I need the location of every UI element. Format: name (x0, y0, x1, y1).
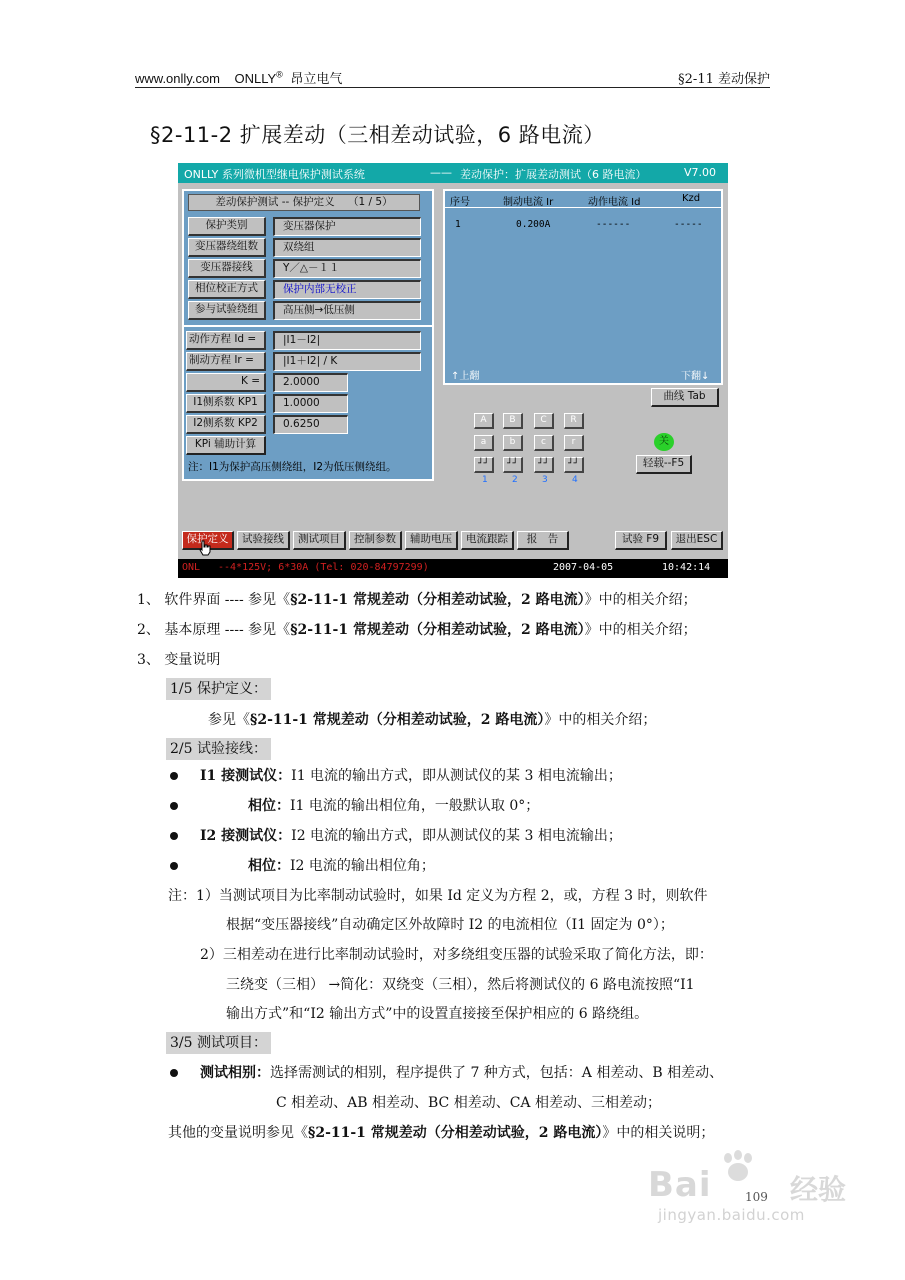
coef-value-kp1[interactable]: 1.0000 (273, 394, 348, 413)
item-1 (137, 591, 697, 609)
item-2-prefix: 2、 基本原理 ---- 参见《 (137, 622, 291, 638)
page-indicator: （1 / 5） (348, 196, 393, 208)
item-1-suffix: 》中的相关介绍； (584, 592, 697, 608)
item-1-prefix: 1、 软件界面 ---- 参见《 (137, 592, 291, 608)
status-date: 2007-04-05 (553, 562, 614, 573)
app-titlebar (178, 163, 728, 183)
item-2 (137, 621, 697, 639)
table-cell-ir: 0.200A (516, 219, 551, 230)
paw-icon (718, 1150, 758, 1184)
channel-r-lower-button[interactable]: r (564, 435, 584, 451)
param-value-protection-type[interactable]: 变压器保护 (273, 217, 421, 236)
bullet-5-continuation: C 相差动、AB 相差动、BC 相差动、CA 相差动、三相差动； (276, 1095, 661, 1111)
equation-value-id[interactable]: |I1－I2| (273, 331, 421, 350)
closing-ref: §2-11-1 常规差动（分相差动试验，2 路电流） (308, 1125, 603, 1141)
bullet-2 (170, 802, 178, 810)
channel-number-2: 2 (512, 475, 518, 485)
param-label-protection-type: 保护类别 (188, 217, 266, 236)
param-label-winding-count: 变压器绕组数 (188, 238, 266, 257)
sub1-ref: §2-11-1 常规差动（分相差动试验，2 路电流） (250, 712, 545, 728)
panel-caption-text: 差动保护测试 -- 保护定义 (215, 196, 335, 208)
header-company: 昂立电气 (290, 72, 343, 87)
section-title: §2-11-2 扩展差动（三相差动试验，6 路电流） (150, 123, 605, 147)
test-f9-button[interactable]: 试验 F9 (615, 531, 667, 550)
item-3: 3、 变量说明 (137, 652, 221, 668)
panel-caption (188, 194, 420, 211)
bullet-2-text (248, 797, 539, 815)
header-reg: ® (276, 69, 283, 80)
closing-line (168, 1124, 714, 1142)
item-2-suffix: 》中的相关介绍； (584, 622, 697, 638)
closing-prefix: 其他的变量说明参见《 (168, 1125, 308, 1141)
bullet-1 (170, 772, 178, 780)
app-title-left: ONLLY 系列微机型继电保护测试系统 (184, 168, 365, 181)
output-toggle-indicator[interactable]: 关 (654, 433, 674, 451)
header-left (135, 68, 342, 87)
coef-value-kp2[interactable]: 0.6250 (273, 415, 348, 434)
header-brand: ONLLY (234, 71, 277, 86)
sub1-prefix: 参见《 (208, 712, 250, 728)
bullet-4-desc: I2 电流的输出相位角； (290, 858, 435, 874)
status-left: ONL (182, 562, 201, 573)
item-2-ref: §2-11-1 常规差动（分相差动试验，2 路电流） (290, 622, 585, 638)
app-title-mid: 差动保护：扩展差动测试（6 路电流） (460, 168, 647, 181)
bullet-1-term: I1 接测试仪： (200, 768, 292, 784)
exit-esc-button[interactable]: 退出ESC (671, 531, 723, 550)
header-site: www.onlly.com (135, 71, 221, 86)
channel-a-button[interactable]: A (474, 413, 494, 429)
channel-r-button[interactable]: R (564, 413, 584, 429)
bullet-4-text (248, 857, 435, 875)
definition-note: 注：I1为保护高压侧绕组，I2为低压侧绕组。 (188, 461, 397, 473)
item-1-ref: §2-11-1 常规差动（分相差动试验，2 路电流） (290, 592, 585, 608)
coef-label-kp2: I2侧系数 KP2 (186, 415, 266, 434)
param-label-test-windings: 参与试验绕组 (188, 301, 266, 320)
panel-divider (184, 325, 432, 327)
tab-protection-definition[interactable]: 保护定义 (182, 531, 234, 550)
channel-number-1: 1 (482, 475, 488, 485)
tab-current-tracking[interactable]: 电流跟踪 (461, 531, 514, 550)
tab-test-wiring[interactable]: 试验接线 (237, 531, 290, 550)
channel-a-lower-button[interactable]: a (474, 435, 494, 451)
watermark-brand-2: 经验 (790, 1173, 847, 1206)
note-2-line-1: 2）三相差动在进行比率制动试验时，对多绕组变压器的试验采取了简化方法，即： (200, 947, 713, 963)
equation-value-ir[interactable]: |I1＋I2| / K (273, 352, 421, 371)
watermark-url: jingyan.baidu.com (658, 1206, 805, 1224)
bullet-3-term: I2 接测试仪： (200, 828, 292, 844)
bullet-3-desc: I2 电流的输出方式，即从测试仪的某 3 相电流输出； (291, 828, 622, 844)
closing-suffix: 》中的相关说明； (602, 1125, 715, 1141)
channel-c-lower-button[interactable]: c (534, 435, 554, 451)
light-load-f5-button[interactable]: 轻载--F5 (636, 455, 692, 474)
tab-aux-voltage[interactable]: 辅助电压 (405, 531, 458, 550)
table-header-id: 动作电流 Id (588, 197, 641, 208)
channel-2-toggle-button[interactable]: ┘┘ (503, 457, 523, 473)
param-value-connection[interactable]: Y／△－１１ (273, 259, 421, 278)
param-value-winding-count[interactable]: 双绕组 (273, 238, 421, 257)
table-header-index: 序号 (450, 197, 470, 208)
status-bar (178, 559, 728, 578)
page-up-link[interactable]: ↑上翻 (451, 371, 480, 382)
bullet-2-desc: I1 电流的输出相位角，一般默认取 0°； (290, 798, 540, 814)
param-label-phase-correction: 相位校正方式 (188, 280, 266, 299)
channel-number-4: 4 (572, 475, 578, 485)
table-cell-index: 1 (455, 219, 461, 230)
bullet-5 (170, 1069, 178, 1077)
bullet-5-text (200, 1064, 723, 1082)
bullet-4 (170, 862, 178, 870)
hand-cursor-icon (198, 540, 212, 556)
note-1-line-1: 注：1）当测试项目为比率制动试验时，如果 Id 定义为方程 2，或，方程 3 时，则软件 (168, 888, 708, 904)
table-header-ir: 制动电流 Ir (503, 197, 554, 208)
page-down-link[interactable]: 下翻↓ (681, 371, 710, 382)
channel-b-lower-button[interactable]: b (503, 435, 523, 451)
coef-label-k: K = (186, 373, 266, 392)
channel-3-toggle-button[interactable]: ┘┘ (534, 457, 554, 473)
app-title-dash: —— (430, 166, 452, 179)
curve-tab-button[interactable]: 曲线 Tab (651, 388, 719, 407)
channel-number-3: 3 (542, 475, 548, 485)
bullet-4-term: 相位： (248, 858, 290, 874)
note-2-line-3: 输出方式”和“I2 输出方式”中的设置直接接至保护相应的 6 路绕组。 (226, 1006, 649, 1022)
param-value-phase-correction[interactable]: 保护内部无校正 (273, 280, 421, 299)
tab-control-params[interactable]: 控制参数 (349, 531, 402, 550)
channel-1-toggle-button[interactable]: ┘┘ (474, 457, 494, 473)
equation-label-id: 动作方程 Id = (186, 331, 266, 350)
subsection-1-title: 1/5 保护定义： (166, 678, 271, 700)
channel-b-button[interactable]: B (503, 413, 523, 429)
table-header-kzd: Kzd (682, 193, 701, 204)
tab-test-items[interactable]: 测试项目 (293, 531, 346, 550)
subsection-3-title: 3/5 测试项目： (166, 1032, 271, 1054)
bullet-1-text (200, 767, 622, 785)
equation-label-ir: 制动方程 Ir = (186, 352, 266, 371)
table-cell-id: ------ (596, 219, 631, 230)
table-cell-kzd: ----- (674, 219, 703, 230)
bullet-3 (170, 832, 178, 840)
status-spec: --4*125V; 6*30A (Tel: 020-84797299) (218, 562, 429, 573)
header-section: §2-11 差动保护 (678, 72, 770, 87)
param-value-test-windings[interactable]: 高压侧→低压侧 (273, 301, 421, 320)
status-time: 10:42:14 (662, 562, 711, 573)
tab-report[interactable]: 报 告 (517, 531, 569, 550)
note-1-line-2: 根据“变压器接线”自动确定区外故障时 I2 的电流相位（I1 固定为 0°）； (226, 917, 674, 933)
page-number: 109 (745, 1190, 768, 1204)
coef-label-kp1: I1侧系数 KP1 (186, 394, 266, 413)
sub1-suffix: 》中的相关介绍； (544, 712, 657, 728)
note-2-line-2: 三绕变（三相） →简化：双绕变（三相），然后将测试仪的 6 路电流按照“I1 (226, 977, 695, 993)
channel-c-button[interactable]: C (534, 413, 554, 429)
channel-4-toggle-button[interactable]: ┘┘ (564, 457, 584, 473)
bullet-3-text (200, 827, 622, 845)
param-label-connection: 变压器接线 (188, 259, 266, 278)
kpi-aux-calc-button[interactable]: KPi 辅助计算 (186, 436, 266, 455)
bullet-2-term: 相位： (248, 798, 290, 814)
app-screenshot (178, 163, 728, 578)
bullet-1-desc: I1 电流的输出方式，即从测试仪的某 3 相电流输出； (291, 768, 622, 784)
app-version: V7.00 (684, 166, 717, 179)
subsection-1-text (208, 711, 656, 729)
page-header (135, 66, 770, 88)
bullet-5-term: 测试相别： (200, 1065, 270, 1081)
table-header-divider (445, 207, 721, 208)
coef-value-k[interactable]: 2.0000 (273, 373, 348, 392)
bullet-5-desc: 选择需测试的相别，程序提供了 7 种方式，包括：A 相差动、B 相差动、 (270, 1065, 724, 1081)
watermark-brand: Bai (648, 1165, 712, 1205)
subsection-2-title: 2/5 试验接线： (166, 738, 271, 760)
